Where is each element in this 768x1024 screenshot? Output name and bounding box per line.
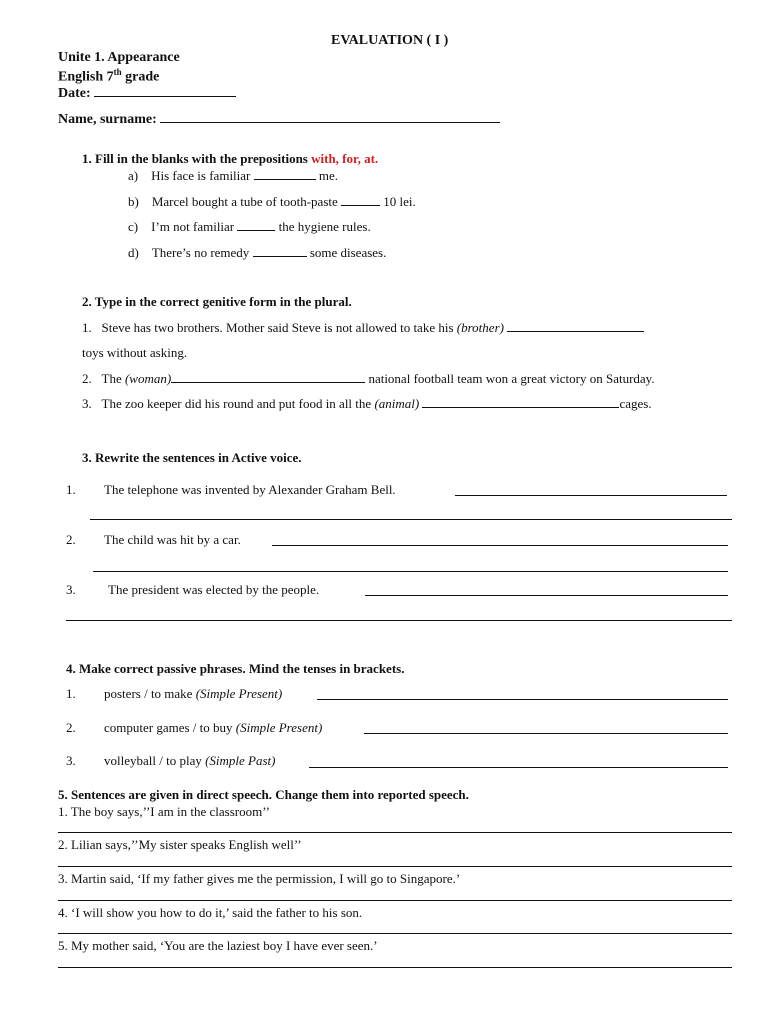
date-blank[interactable] [94,84,236,97]
answer-line[interactable] [90,519,732,520]
exercise-5-item-5: 5. My mother said, ‘You are the laziest boy I have ever seen.’ [58,938,378,953]
blank[interactable] [341,193,380,206]
exercise-1-heading: 1. Fill in the blanks with the prepositions with, for, at. [82,151,379,166]
exercise-4-item-2-text: computer games / to buy (Simple Present) [104,720,323,735]
exercise-1-item-a: a) His face is familiar me. [128,168,339,183]
blank[interactable] [171,370,365,383]
date-field[interactable]: Date: [58,84,236,102]
exercise-5-heading: 5. Sentences are given in direct speech. Change them into reported speech. [58,787,469,802]
answer-line[interactable] [365,595,728,596]
answer-line[interactable] [58,933,732,934]
blank[interactable] [237,218,275,231]
exercise-4-item-3-number: 3. [66,753,76,768]
exercise-2-item-2: 2. The (woman) national football team won a great victory on Saturday. [82,371,655,386]
exercise-3-item-3-text: The president was elected by the people. [108,582,320,597]
exercise-5-item-3: 3. Martin said, ‘If my father gives me the permission, I will go to Singapore.’ [58,871,461,886]
answer-line[interactable] [58,900,732,901]
name-field[interactable]: Name, surname: [58,110,500,128]
exercise-4-heading: 4. Make correct passive phrases. Mind the tenses in brackets. [66,661,405,676]
exercise-3-item-1-number: 1. [66,482,76,497]
answer-line[interactable] [455,495,727,496]
exercise-5-item-2: 2. Lilian says,’’My sister speaks English well’’ [58,837,302,852]
blank[interactable] [507,319,644,332]
exercise-2-item-1-continued: toys without asking. [82,345,188,360]
answer-line[interactable] [317,699,728,700]
blank[interactable] [422,395,619,408]
exercise-4-item-1-number: 1. [66,686,76,701]
exercise-3-heading: 3. Rewrite the sentences in Active voice. [82,450,302,465]
answer-line[interactable] [58,967,732,968]
answer-line[interactable] [272,545,728,546]
exercise-3-item-2-text: The child was hit by a car. [104,532,241,547]
answer-line[interactable] [93,571,728,572]
name-blank[interactable] [160,110,500,123]
grade-label: English 7th grade [58,67,160,85]
exercise-2-item-1: 1. Steve has two brothers. Mother said Steve is not allowed to take his (brother) [82,319,644,336]
exercise-2-heading: 2. Type in the correct genitive form in the plural. [82,294,352,309]
exercise-4-item-3-text: volleyball / to play (Simple Past) [104,753,276,768]
exercise-5-item-4: 4. ‘I will show you how to do it,’ said the father to his son. [58,905,363,920]
exercise-1-item-c: c) I’m not familiar the hygiene rules. [128,219,371,234]
exercise-3-item-3-number: 3. [66,582,76,597]
exercise-4-item-1-text: posters / to make (Simple Present) [104,686,283,701]
exercise-2-item-3: 3. The zoo keeper did his round and put food in all the (animal) cages. [82,396,652,411]
blank[interactable] [253,244,307,257]
exercise-3-item-2-number: 2. [66,532,76,547]
blank[interactable] [254,167,316,180]
answer-line[interactable] [309,767,728,768]
exercise-1-item-d: d) There’s no remedy some diseases. [128,245,387,260]
exercise-3-item-1-text: The telephone was invented by Alexander Graham Bell. [104,482,396,497]
answer-line[interactable] [364,733,728,734]
exercise-5-item-1: 1. The boy says,’’I am in the classroom’’ [58,804,270,819]
exercise-4-item-2-number: 2. [66,720,76,735]
exercise-1-item-b: b) Marcel bought a tube of tooth-paste 10 lei. [128,194,416,209]
answer-line[interactable] [66,620,732,621]
unit-label: Unite 1. Appearance [58,50,180,65]
answer-line[interactable] [58,866,732,867]
page-title: EVALUATION ( I ) [331,33,449,48]
answer-line[interactable] [58,832,732,833]
